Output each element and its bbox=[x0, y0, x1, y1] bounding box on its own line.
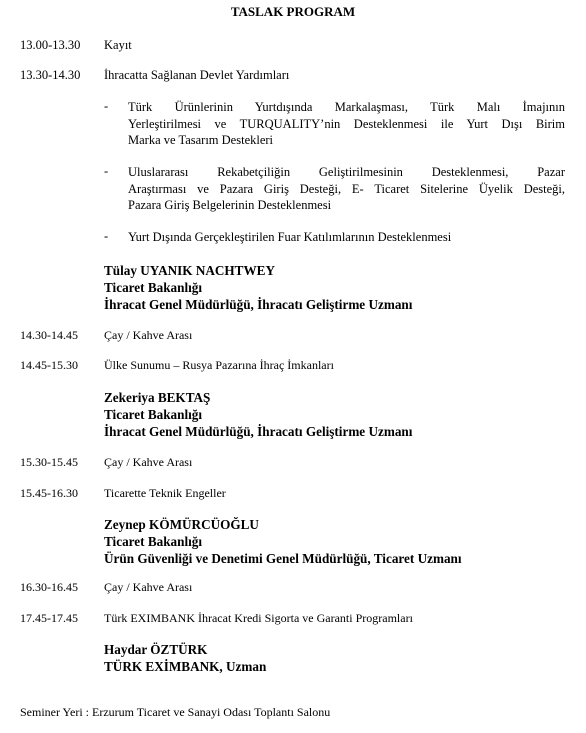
speaker-name: Zekeriya BEKTAŞ bbox=[104, 390, 211, 405]
bullet-dash: - bbox=[104, 229, 109, 243]
session-title: Türk EXIMBANK İhracat Kredi Sigorta ve Garanti Programları bbox=[104, 611, 413, 625]
session-title: Çay / Kahve Arası bbox=[104, 328, 193, 342]
session-title: Ticarette Teknik Engeller bbox=[104, 486, 226, 500]
speaker-name: Zeynep KÖMÜRCÜOĞLU bbox=[104, 517, 259, 532]
speaker-role: İhracat Genel Müdürlüğü, İhracatı Geliştirme Uzmanı bbox=[104, 424, 413, 439]
bullet-text bbox=[128, 99, 565, 149]
speaker-organization: Ticaret Bakanlığı bbox=[104, 407, 203, 422]
session-time: 15.45-16.30 bbox=[20, 486, 78, 500]
speaker-block-3 bbox=[104, 516, 462, 567]
bullet-line: Araştırması ve Pazara Giriş Desteği, E- Ticaret Sitelerine Üyelik Desteği, bbox=[128, 181, 565, 196]
bullet-text bbox=[128, 229, 565, 246]
bullet-dash: - bbox=[104, 164, 109, 178]
session-time: 14.45-15.30 bbox=[20, 358, 78, 372]
session-time: 14.30-14.45 bbox=[20, 328, 78, 342]
session-time: 16.30-16.45 bbox=[20, 580, 78, 594]
bullet-dash: - bbox=[104, 99, 109, 113]
session-title: Çay / Kahve Arası bbox=[104, 580, 193, 594]
speaker-name: Haydar ÖZTÜRK bbox=[104, 642, 208, 657]
speaker-role: İhracat Genel Müdürlüğü, İhracatı Geliştirme Uzmanı bbox=[104, 297, 413, 312]
bullet-line: Marka ve Tasarım Destekleri bbox=[128, 133, 274, 147]
bullet-text bbox=[128, 164, 565, 214]
speaker-block-4 bbox=[104, 641, 266, 675]
document-title: TASLAK PROGRAM bbox=[230, 4, 356, 19]
speaker-organization: Ticaret Bakanlığı bbox=[104, 534, 203, 549]
session-time: 17.45-17.45 bbox=[20, 611, 78, 625]
session-title: Çay / Kahve Arası bbox=[104, 455, 193, 469]
bullet-line: Yurt Dışında Gerçekleştirilen Fuar Katılımlarının Desteklenmesi bbox=[128, 230, 452, 244]
speaker-organization: Ticaret Bakanlığı bbox=[104, 280, 203, 295]
session-title: Kayıt bbox=[104, 38, 132, 52]
session-time: 13.30-14.30 bbox=[20, 68, 81, 82]
bullet-line: Yerleştirilmesi ve TURQUALITY’nin Desteklenmesi ile Yurt Dışı Birim bbox=[128, 116, 565, 131]
bullet-line: Türk Ürünlerinin Yurtdışında Markalaşması, Türk Malı İmajının bbox=[128, 100, 565, 114]
speaker-organization: TÜRK EXİMBANK, Uzman bbox=[104, 659, 267, 674]
session-time: 15.30-15.45 bbox=[20, 455, 78, 469]
session-title: İhracatta Sağlanan Devlet Yardımları bbox=[104, 68, 290, 82]
bullet-line: Uluslararası Rekabetçiliğin Geliştirilmesinin Desteklenmesi, Pazar bbox=[128, 165, 565, 179]
seminer-venue: Seminer Yeri : Erzurum Ticaret ve Sanayi Odası Toplantı Salonu bbox=[20, 705, 331, 719]
session-time: 13.00-13.30 bbox=[20, 38, 81, 52]
bullet-line: Pazara Giriş Belgelerinin Desteklenmesi bbox=[128, 198, 332, 212]
speaker-block-2 bbox=[104, 389, 412, 440]
speaker-name: Tülay UYANIK NACHTWEY bbox=[104, 263, 275, 278]
speaker-block-1 bbox=[104, 262, 412, 313]
speaker-role: Ürün Güvenliği ve Denetimi Genel Müdürlüğü, Ticaret Uzmanı bbox=[104, 551, 462, 566]
session-title: Ülke Sunumu – Rusya Pazarına İhraç İmkanları bbox=[104, 358, 334, 372]
